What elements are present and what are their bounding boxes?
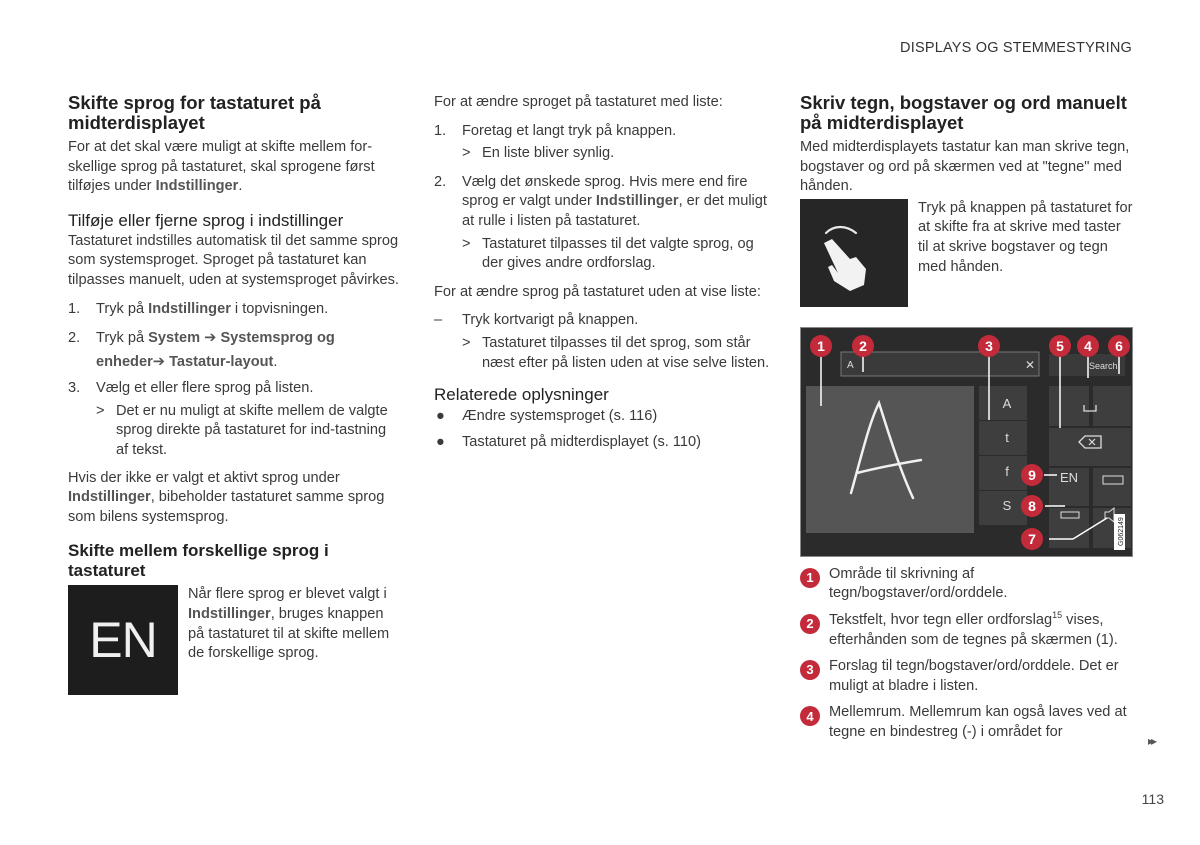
step-bold: Indstillinger [148, 300, 231, 317]
legend-badge: 3 [800, 660, 820, 680]
legend-item-1 [800, 565, 1135, 604]
result-marker: > [462, 145, 471, 162]
column-right [800, 93, 1135, 743]
result-text: Tastaturet tilpasses til det sprog, som står næst efter på listen uden at vise selve listen. [482, 334, 770, 371]
column-middle [434, 93, 772, 452]
step-bold: Tastatur-layout [169, 354, 274, 371]
legend-item-3 [800, 657, 1135, 696]
handwriting-button-section [800, 199, 1135, 307]
intro-text: For at det skal være muligt at skifte mellem for-skellige sprog på tastaturet, skal sprogene først tilføjes under [68, 139, 375, 195]
legend-text: Forslag til tegn/bogstaver/ord/orddele. Det er muligt at bladre i listen. [829, 658, 1119, 694]
en-button-section [68, 585, 400, 695]
result-marker: > [462, 235, 471, 252]
step-bold: Indstillinger [595, 193, 679, 210]
step-2-result [434, 235, 772, 274]
arrow-icon: ➔ [204, 330, 217, 347]
nolist-intro: For at ændre sprog på tastaturet uden at vise liste: [434, 283, 761, 300]
legend-text: Mellemrum. Mellemrum kan også laves ved at tegne en bindestreg (-) i området for [829, 704, 1127, 740]
clear-icon: ✕ [1025, 357, 1036, 372]
settings-link: Indstillinger [155, 178, 239, 195]
heading-add-remove-languages: Tilføje eller fjerne sprog i indstillinger [68, 210, 344, 230]
footnote-ref: 15 [1052, 610, 1063, 621]
step-text: Foretag et langt tryk på knappen. [462, 122, 677, 139]
step-number: 1. [434, 122, 447, 139]
fallback-bold: Indstillinger [68, 489, 151, 506]
dash-text: Tryk kortvarigt på knappen. [462, 312, 639, 329]
handwriting-button-image [800, 199, 908, 307]
suggestion-2: t [1005, 429, 1009, 445]
step-2 [434, 173, 772, 232]
legend-text: Område til skrivning af tegn/bogstaver/ord/orddele. [829, 565, 1008, 602]
step-1-result [434, 144, 772, 164]
related-link-1[interactable] [434, 407, 772, 427]
callout-label: 9 [1028, 466, 1036, 483]
step-text: Vælg det ønskede sprog. Hvis mere end fire sprog er valgt under [462, 173, 748, 210]
switch-bold: Indstillinger [188, 605, 271, 622]
legend-text: Tekstfelt, hvor tegn eller ordforslag [829, 611, 1053, 628]
text-field-value: A [847, 359, 854, 371]
legend-badge: 1 [800, 568, 820, 588]
intro-end: . [238, 178, 243, 195]
dash-result [434, 334, 772, 373]
heading-switch-keyboard-language: Skifte sprog for tastaturet på midterdisplayet [68, 92, 321, 133]
en-button-image [68, 585, 178, 695]
dash-item [434, 311, 772, 331]
step-text: Vælg et eller flere sprog på listen. [96, 380, 314, 397]
result-text: Tastaturet tilpasses til det valgte sprog, og der gives andre ordforslag. [482, 235, 754, 272]
switch-text: Når flere sprog er blevet valgt i [188, 586, 387, 603]
continue-arrows-icon: ▸▸ [1148, 734, 1155, 748]
callout-label: 7 [1028, 530, 1036, 547]
heading-related-information: Relaterede oplysninger [434, 385, 609, 405]
callout-label: 1 [817, 337, 825, 354]
en-label: EN [89, 612, 157, 669]
legend-badge: 4 [800, 706, 820, 726]
fallback-text: , bibeholder tastaturet samme sprog som bilens systemsprog. [68, 489, 385, 525]
add-remove-paragraph: Tastaturet indstilles automatisk til det samme sprog som systemsproget. Sproget på tastaturet kan tilpasses manuelt, uden at systemsproget påvirkes. [68, 232, 399, 288]
step-number: 2. [68, 330, 81, 347]
handwriting-keyboard-figure [800, 327, 1133, 557]
callout-label: 8 [1028, 497, 1036, 514]
related-text: Tastaturet på midterdisplayet (s. 110) [462, 433, 702, 450]
related-link-2[interactable] [434, 433, 772, 453]
heading-switch-between-languages: Skifte mellem forskellige sprog i tastaturet [68, 541, 329, 581]
related-text: Ændre systemsproget (s. 116) [462, 408, 658, 425]
step-number: 2. [434, 173, 447, 190]
handwriting-button-text: Tryk på knappen på tastaturet for at skifte fra at skrive med taster til at skrive bogstaver og tegn med hånden. [918, 199, 1133, 275]
callout-label: 4 [1084, 337, 1092, 354]
bullet-icon: ● [436, 433, 445, 450]
step-number: 1. [68, 300, 81, 317]
callout-label: 2 [859, 337, 867, 354]
result-text: En liste bliver synlig. [482, 145, 615, 162]
step-2 [68, 326, 400, 374]
step-text: i topvisningen. [230, 300, 329, 317]
step-text: Tryk på [96, 300, 149, 317]
heading-handwriting: Skriv tegn, bogstaver og ord manuelt på midterdisplayet [800, 92, 1127, 133]
list-intro: For at ændre sproget på tastaturet med liste: [434, 94, 723, 110]
bullet-icon: ● [436, 408, 445, 425]
step-text: , er det muligt at rulle i listen på tastaturet. [462, 193, 767, 229]
step-1 [434, 122, 772, 142]
step-3-result [68, 402, 400, 461]
fallback-paragraph [68, 469, 400, 528]
hand-drawing-icon [800, 199, 908, 307]
result-marker: > [96, 402, 105, 419]
step-text: . [273, 354, 278, 371]
suggestion-4: S [1002, 497, 1012, 513]
step-3 [68, 379, 400, 399]
legend-text: vises, efterhånden som de tegnes på skærmen (1). [829, 611, 1118, 648]
column-left [68, 93, 400, 695]
keyboard-illustration [801, 328, 1133, 557]
step-text: Tryk på [96, 330, 149, 347]
suggestion-3: f [1005, 463, 1009, 479]
intro-paragraph [68, 138, 400, 197]
callout-label: 5 [1056, 337, 1064, 354]
step-bold: Systemsprog og enheder [96, 330, 335, 371]
legend-item-4 [800, 703, 1135, 742]
result-text: Det er nu muligt at skifte mellem de valgte sprog direkte på tastaturet for ind-tastning af tekst. [116, 402, 388, 458]
dash-marker: – [434, 312, 443, 329]
page-number: 113 [1141, 791, 1164, 807]
switch-text: , bruges knappen på tastaturet til at skifte mellem de forskellige sprog. [188, 605, 390, 662]
result-marker: > [462, 334, 471, 351]
step-bold: System [148, 330, 201, 347]
handwriting-intro: Med midterdisplayets tastatur kan man skrive tegn, bogstaver og ord på skærmen ved at "tegne" med hånden. [800, 139, 1130, 195]
search-label: Search [1089, 360, 1118, 371]
callout-label: 3 [985, 337, 993, 354]
step-number: 3. [68, 380, 81, 397]
step-1 [68, 300, 400, 320]
suggestion-1: A [1002, 395, 1012, 411]
fallback-text: Hvis der ikke er valgt et aktivt sprog under [68, 469, 340, 486]
figure-code: G062149 [1118, 516, 1125, 546]
page-header: DISPLAYS OG STEMMESTYRING [900, 40, 1132, 56]
language-key: EN [1059, 469, 1079, 485]
legend-item-2 [800, 611, 1135, 650]
callout-label: 6 [1115, 337, 1123, 354]
legend-badge: 2 [800, 614, 820, 634]
arrow-icon: ➔ [152, 354, 166, 371]
